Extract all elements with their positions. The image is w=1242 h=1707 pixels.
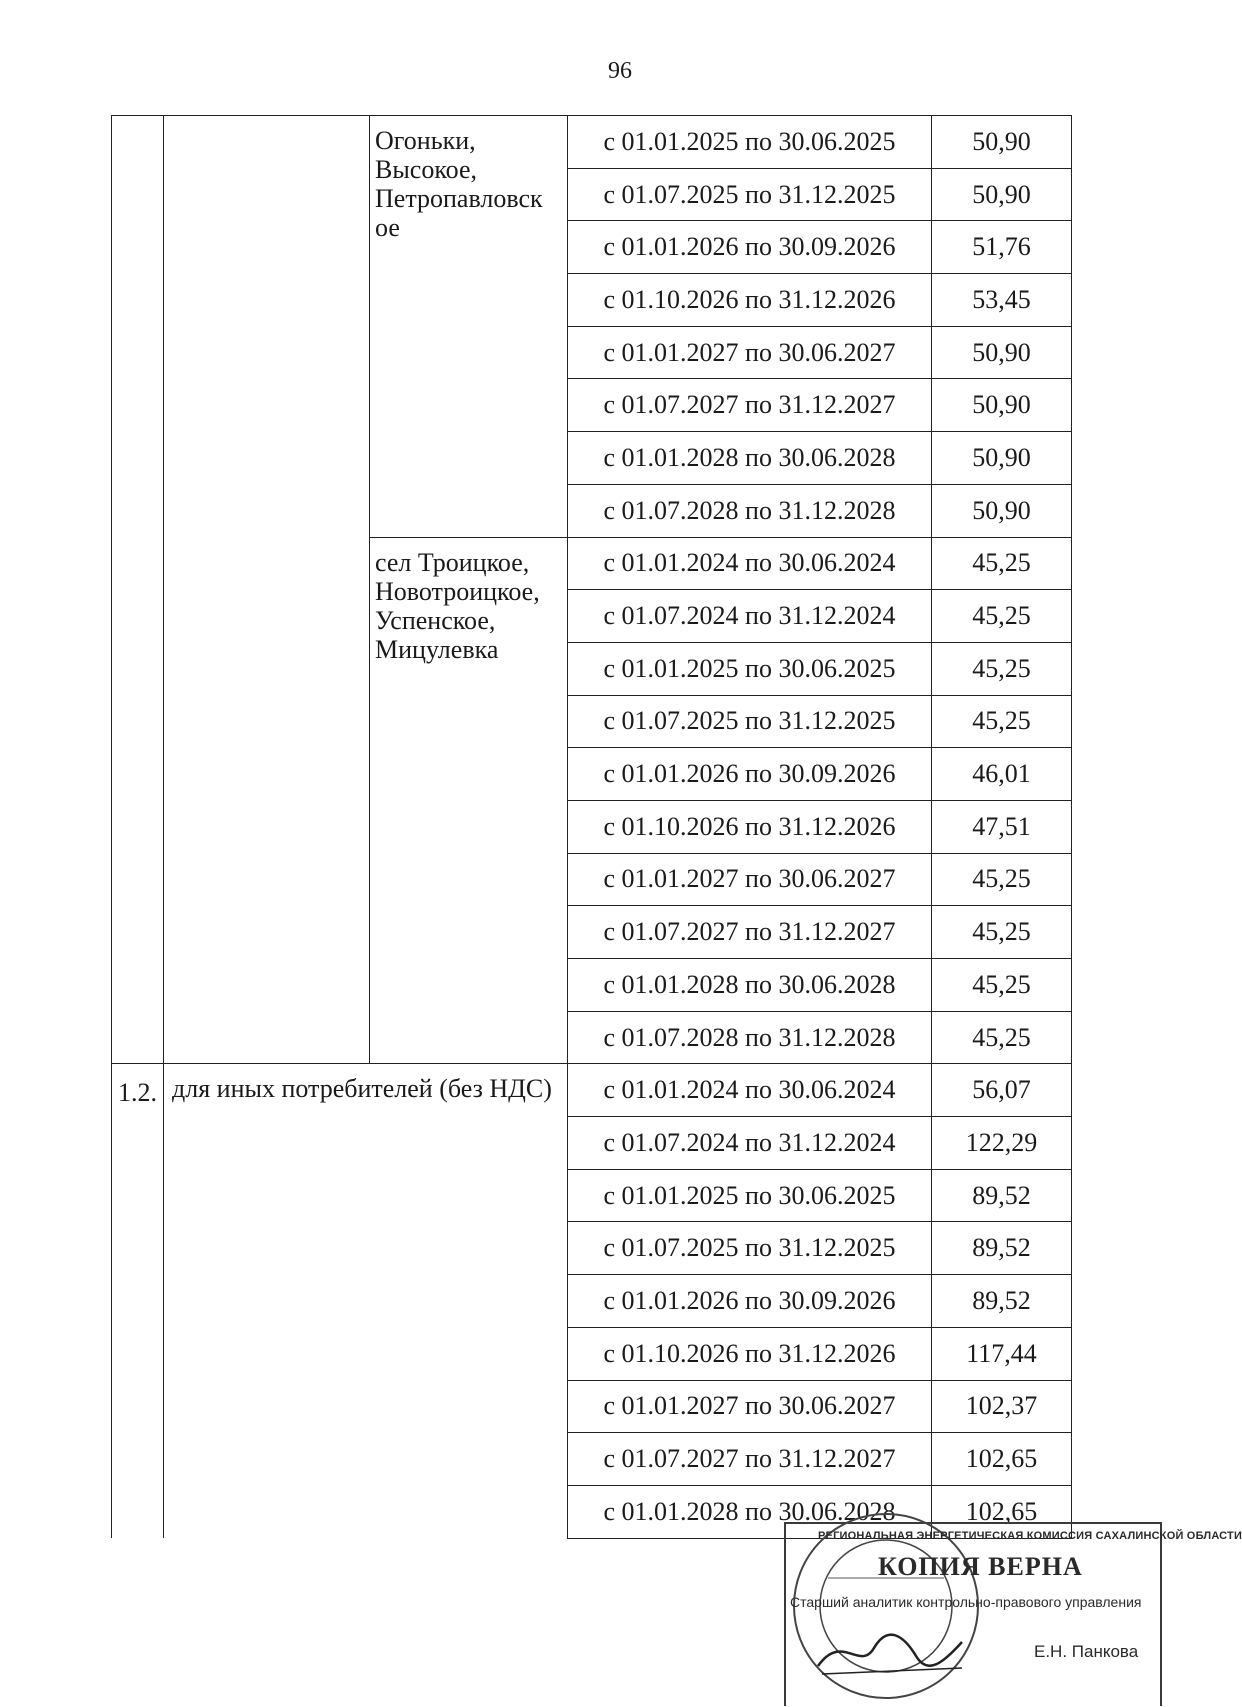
period-cell: с 01.01.2024 по 30.06.2024 [568, 537, 932, 590]
tariff-value-cell: 89,52 [932, 1169, 1072, 1222]
period-cell: с 01.10.2026 по 31.12.2026 [568, 1327, 932, 1380]
tariff-value-cell: 50,90 [932, 326, 1072, 379]
tariff-value-cell: 102,65 [932, 1433, 1072, 1486]
category-cell: для иных потребителей (без НДС) [164, 1064, 568, 1538]
table-row [112, 1064, 1072, 1117]
period-cell: с 01.01.2028 по 30.06.2028 [568, 1485, 932, 1538]
tariff-value-cell: 45,25 [932, 695, 1072, 748]
period-cell: с 01.07.2024 по 31.12.2024 [568, 590, 932, 643]
tariff-value-cell: 45,25 [932, 853, 1072, 906]
tariff-value-cell: 122,29 [932, 1117, 1072, 1170]
locality-cell: сел Троицкое, Новотроицкое, Успенское, Мицулевка [370, 537, 568, 1064]
tariff-value-cell: 45,25 [932, 906, 1072, 959]
period-cell: с 01.01.2027 по 30.06.2027 [568, 853, 932, 906]
period-cell: с 01.10.2026 по 31.12.2026 [568, 274, 932, 327]
period-cell: с 01.01.2026 по 30.09.2026 [568, 748, 932, 801]
handwritten-signature-icon [812, 1622, 972, 1682]
locality-cell: Огоньки, Высокое, Петропавловск ое [370, 116, 568, 538]
period-cell: с 01.07.2025 по 31.12.2025 [568, 168, 932, 221]
tariff-value-cell: 45,25 [932, 1011, 1072, 1064]
tariff-value-cell: 45,25 [932, 590, 1072, 643]
period-cell: с 01.01.2025 по 30.06.2025 [568, 642, 932, 695]
period-cell: с 01.07.2027 по 31.12.2027 [568, 379, 932, 432]
period-cell: с 01.01.2028 по 30.06.2028 [568, 959, 932, 1012]
period-cell: с 01.07.2028 по 31.12.2028 [568, 484, 932, 537]
period-cell: с 01.07.2024 по 31.12.2024 [568, 1117, 932, 1170]
stamp-position: Старший аналитик контрольно-правового управления [790, 1594, 1142, 1610]
tariff-value-cell: 89,52 [932, 1275, 1072, 1328]
tariff-value-cell: 50,90 [932, 484, 1072, 537]
stamp-copy-verified: КОПИЯ ВЕРНА [878, 1552, 1083, 1581]
category-cell [164, 116, 370, 1064]
period-cell: с 01.07.2025 по 31.12.2025 [568, 1222, 932, 1275]
page-number: 96 [608, 58, 632, 84]
tariff-value-cell: 53,45 [932, 274, 1072, 327]
period-cell: с 01.01.2026 по 30.09.2026 [568, 221, 932, 274]
tariff-value-cell: 45,25 [932, 537, 1072, 590]
tariff-table [111, 115, 1072, 1539]
tariff-value-cell: 56,07 [932, 1064, 1072, 1117]
tariff-value-cell: 46,01 [932, 748, 1072, 801]
tariff-value-cell: 50,90 [932, 432, 1072, 485]
period-cell: с 01.01.2024 по 30.06.2024 [568, 1064, 932, 1117]
stamp-signer-name: Е.Н. Панкова [1034, 1642, 1139, 1661]
copy-certification-stamp [782, 1522, 1242, 1707]
period-cell: с 01.07.2027 по 31.12.2027 [568, 906, 932, 959]
tariff-value-cell: 45,25 [932, 959, 1072, 1012]
period-cell: с 01.07.2028 по 31.12.2028 [568, 1011, 932, 1064]
tariff-value-cell: 102,65 [932, 1485, 1072, 1538]
row-number-cell [112, 116, 164, 1064]
tariff-value-cell: 50,90 [932, 116, 1072, 169]
period-cell: с 01.01.2028 по 30.06.2028 [568, 432, 932, 485]
tariff-value-cell: 117,44 [932, 1327, 1072, 1380]
tariff-value-cell: 47,51 [932, 800, 1072, 853]
table-row [112, 116, 1072, 169]
tariff-value-cell: 50,90 [932, 168, 1072, 221]
period-cell: с 01.01.2026 по 30.09.2026 [568, 1275, 932, 1328]
tariff-value-cell: 45,25 [932, 642, 1072, 695]
tariff-value-cell: 51,76 [932, 221, 1072, 274]
tariff-value-cell: 89,52 [932, 1222, 1072, 1275]
tariff-value-cell: 102,37 [932, 1380, 1072, 1433]
period-cell: с 01.01.2025 по 30.06.2025 [568, 116, 932, 169]
period-cell: с 01.07.2027 по 31.12.2027 [568, 1433, 932, 1486]
period-cell: с 01.01.2027 по 30.06.2027 [568, 1380, 932, 1433]
stamp-organization: РЕГИОНАЛЬНАЯ ЭНЕРГЕТИЧЕСКАЯ КОМИССИЯ САХАЛИНСКОЙ ОБЛАСТИ [818, 1530, 1242, 1542]
period-cell: с 01.10.2026 по 31.12.2026 [568, 800, 932, 853]
period-cell: с 01.01.2027 по 30.06.2027 [568, 326, 932, 379]
row-number-cell: 1.2. [112, 1064, 164, 1538]
period-cell: с 01.01.2025 по 30.06.2025 [568, 1169, 932, 1222]
tariff-value-cell: 50,90 [932, 379, 1072, 432]
period-cell: с 01.07.2025 по 31.12.2025 [568, 695, 932, 748]
